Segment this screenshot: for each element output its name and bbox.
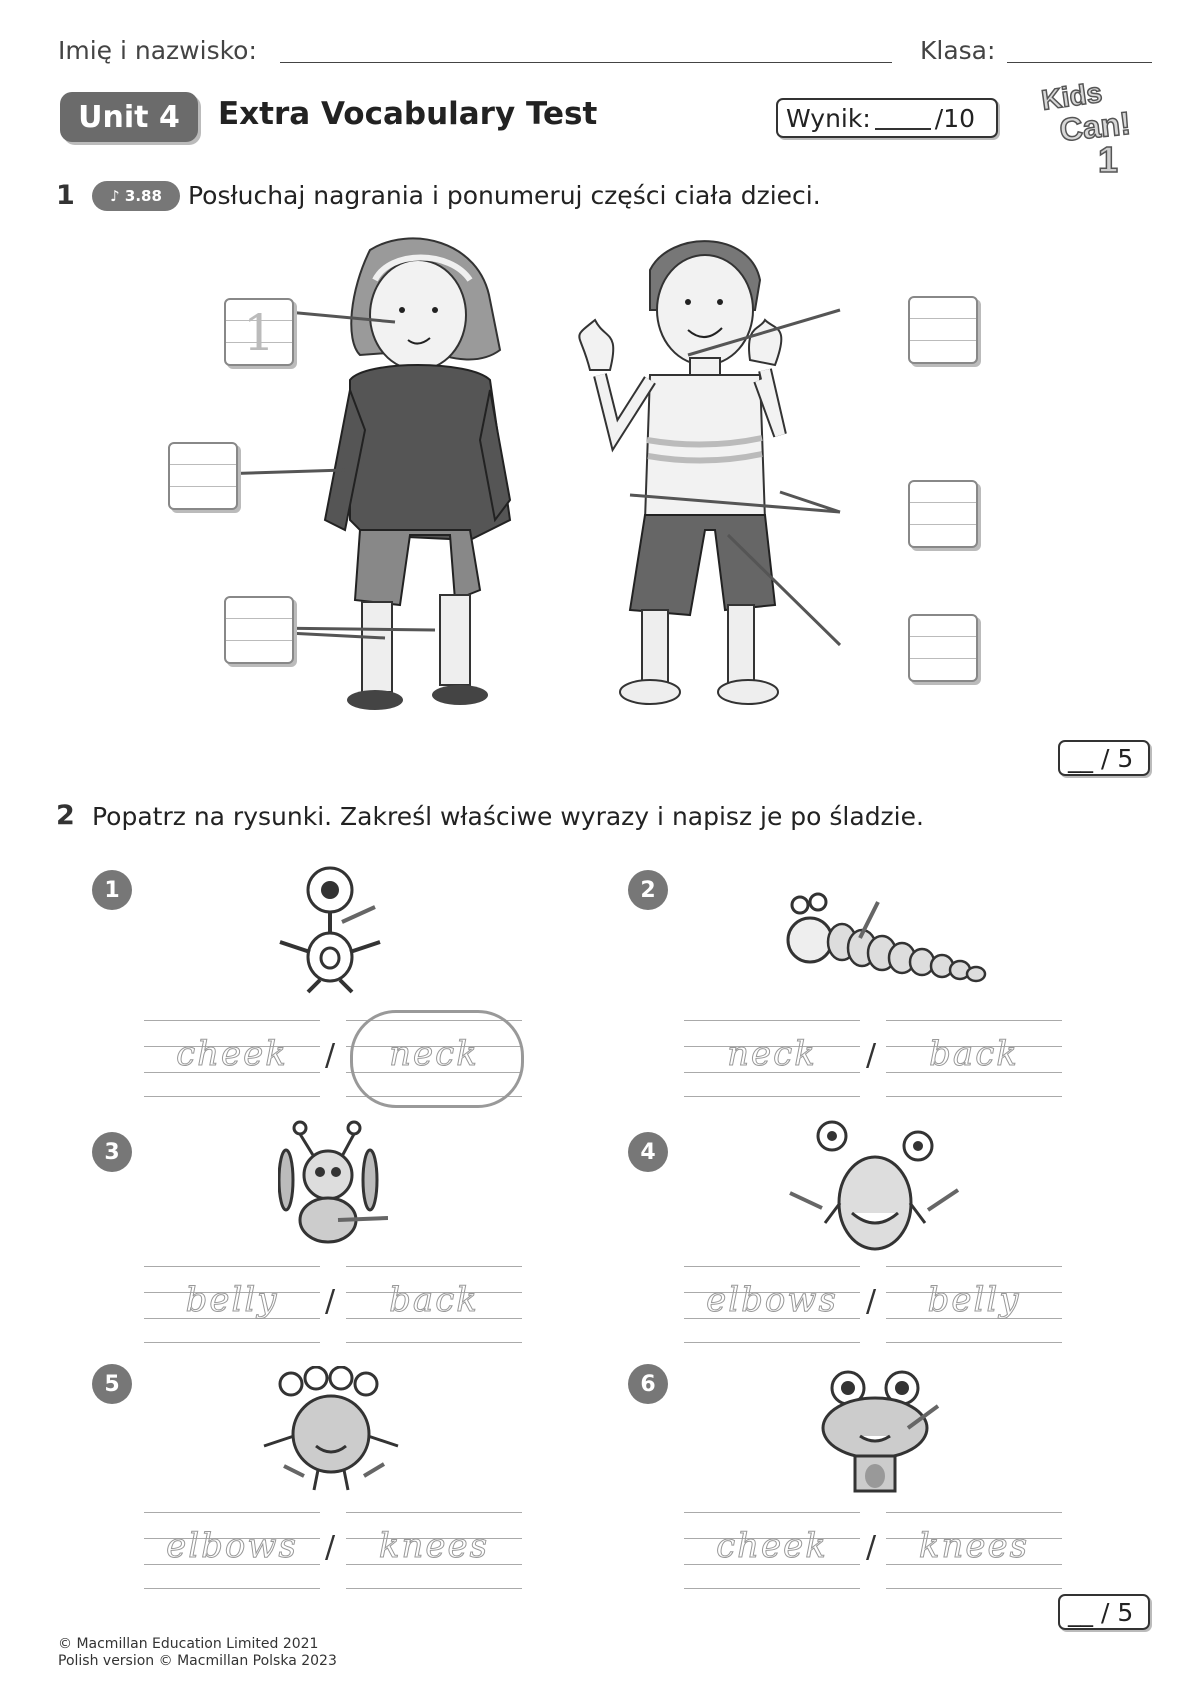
monster-2-image xyxy=(780,890,1000,1000)
name-label: Imię i nazwisko: xyxy=(58,36,257,65)
girl-figure xyxy=(325,238,510,710)
item-number: 6 xyxy=(628,1364,668,1404)
task2-score-box xyxy=(1058,1594,1150,1630)
score-blank[interactable] xyxy=(875,106,931,130)
item-number: 4 xyxy=(628,1132,668,1172)
answer-box-arm[interactable] xyxy=(168,442,238,510)
item-number: 2 xyxy=(628,870,668,910)
audio-track-badge: ♪ 3.88 xyxy=(92,181,180,211)
word-option: neck xyxy=(389,1034,479,1074)
slash: / xyxy=(866,1284,877,1319)
word-option: elbows xyxy=(166,1526,298,1566)
task2-score: __ / 5 xyxy=(1068,1597,1134,1627)
slash: / xyxy=(866,1530,877,1565)
trace-word-a[interactable] xyxy=(144,1266,320,1344)
item-number: 3 xyxy=(92,1132,132,1172)
word-option: belly xyxy=(185,1280,279,1320)
trace-word-a[interactable] xyxy=(144,1512,320,1590)
trace-word-a[interactable] xyxy=(684,1020,860,1098)
task1-score-box xyxy=(1058,740,1150,776)
answer-box-belly[interactable] xyxy=(908,614,978,682)
name-field[interactable] xyxy=(280,62,892,63)
copyright-line-2: Polish version © Macmillan Polska 2023 xyxy=(58,1653,337,1669)
monster-1-image xyxy=(270,862,390,997)
score-label: Wynik: xyxy=(786,103,871,133)
word-option: back xyxy=(389,1280,479,1320)
word-option: back xyxy=(929,1034,1019,1074)
example-answer: 1 xyxy=(243,304,275,362)
word-option: elbows xyxy=(706,1280,838,1320)
class-field[interactable] xyxy=(1007,62,1152,63)
copyright-line-1: © Macmillan Education Limited 2021 xyxy=(58,1636,319,1652)
copyright-footer xyxy=(58,1636,337,1670)
word-option: cheek xyxy=(716,1526,828,1566)
trace-word-b[interactable] xyxy=(886,1266,1062,1344)
total-score-box xyxy=(776,98,998,138)
class-label: Klasa: xyxy=(920,36,996,65)
trace-word-b[interactable] xyxy=(886,1512,1062,1590)
monster-4-image xyxy=(780,1118,960,1258)
word-option: neck xyxy=(727,1034,817,1074)
monster-5-image xyxy=(256,1366,406,1496)
monster-6-image xyxy=(810,1366,940,1501)
item-number: 1 xyxy=(92,870,132,910)
answer-box-elbows[interactable] xyxy=(908,480,978,548)
example-circle xyxy=(350,1010,524,1108)
answer-box-knees[interactable] xyxy=(224,596,294,664)
trace-word-b[interactable] xyxy=(886,1020,1062,1098)
slash: / xyxy=(325,1284,336,1319)
monster-3-image xyxy=(278,1120,388,1255)
trace-word-b[interactable] xyxy=(346,1266,522,1344)
trace-word-b[interactable] xyxy=(346,1512,522,1590)
answer-box-face[interactable] xyxy=(224,298,294,366)
word-option: belly xyxy=(927,1280,1021,1320)
task1-instruction: Posłuchaj nagrania i ponumeruj części ciała dzieci. xyxy=(188,181,821,210)
logo-text-kids: Kids xyxy=(1039,76,1104,116)
unit-badge: Unit 4 xyxy=(60,92,198,142)
page-title: Extra Vocabulary Test xyxy=(218,96,598,132)
score-total: /10 xyxy=(934,103,975,133)
word-option: knees xyxy=(378,1526,490,1566)
task1-score: __ / 5 xyxy=(1068,743,1134,773)
trace-word-a[interactable] xyxy=(144,1020,320,1098)
logo-number: 1 xyxy=(1098,139,1119,176)
trace-word-a[interactable] xyxy=(684,1512,860,1590)
task2-instruction: Popatrz na rysunki. Zakreśl właściwe wyrazy i napisz je po śladzie. xyxy=(92,802,924,831)
logo-text-can: Can! xyxy=(1057,104,1133,149)
word-option: cheek xyxy=(176,1034,288,1074)
task1-number: 1 xyxy=(56,180,75,211)
slash: / xyxy=(866,1038,877,1073)
trace-word-a[interactable] xyxy=(684,1266,860,1344)
task2-number: 2 xyxy=(56,800,75,831)
slash: / xyxy=(325,1038,336,1073)
item-number: 5 xyxy=(92,1364,132,1404)
word-option: knees xyxy=(918,1526,1030,1566)
slash: / xyxy=(325,1530,336,1565)
answer-box-neck[interactable] xyxy=(908,296,978,364)
boy-figure xyxy=(579,241,781,704)
kids-can-logo xyxy=(1030,76,1160,176)
